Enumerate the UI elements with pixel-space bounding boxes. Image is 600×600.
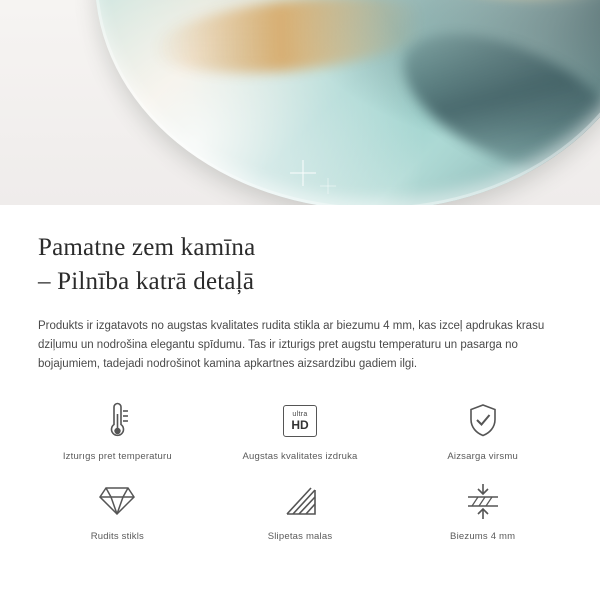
sparkle-icon (290, 160, 316, 186)
feature-label: Augstas kvalitates izdruka (242, 451, 358, 462)
feature-label: Biezums 4 mm (450, 531, 516, 542)
polished-edges-icon (282, 480, 318, 522)
feature-item (26, 400, 209, 462)
feature-label: Aizsarga virsmu (447, 451, 518, 462)
ultra-hd-icon (283, 400, 317, 442)
feature-label: Slipetas malas (267, 531, 333, 542)
feature-item (209, 400, 392, 462)
thermometer-icon (100, 400, 134, 442)
shield-check-icon (466, 400, 500, 442)
ultra-hd-badge-top: ultra (292, 411, 308, 418)
description-paragraph: Produkts ir izgatavots no augstas kvalitates rudita stikla ar biezumu 4 mm, kas izceļ apdrukas krasu dziļumu un nodrošina elegantu spīdumu. Tas ir izturigs pret augstu temperaturu un pasarga no bojajumiem, tadejadi nodrošinot kamina apkartnes aizsardzibu gadiem ilgi. (38, 320, 545, 370)
feature-grid (0, 400, 600, 542)
hero-image (0, 0, 600, 205)
ultra-hd-badge-bottom: HD (291, 418, 309, 432)
page-title (38, 231, 562, 299)
diamond-icon (98, 480, 136, 522)
headline-line-1: Pamatne zem kamīna (38, 234, 256, 261)
feature-label: Rudits stikls (90, 531, 144, 542)
feature-label: Izturıgs pret temperaturu (62, 451, 172, 462)
content-block (0, 205, 600, 374)
feature-item (391, 480, 574, 542)
feature-item (391, 400, 574, 462)
thickness-arrows-icon (463, 480, 503, 522)
sparkle-icon (320, 178, 336, 194)
feature-item (26, 480, 209, 542)
feature-item (209, 480, 392, 542)
headline-line-2: – Pilnība katrā detaļā (38, 268, 255, 295)
